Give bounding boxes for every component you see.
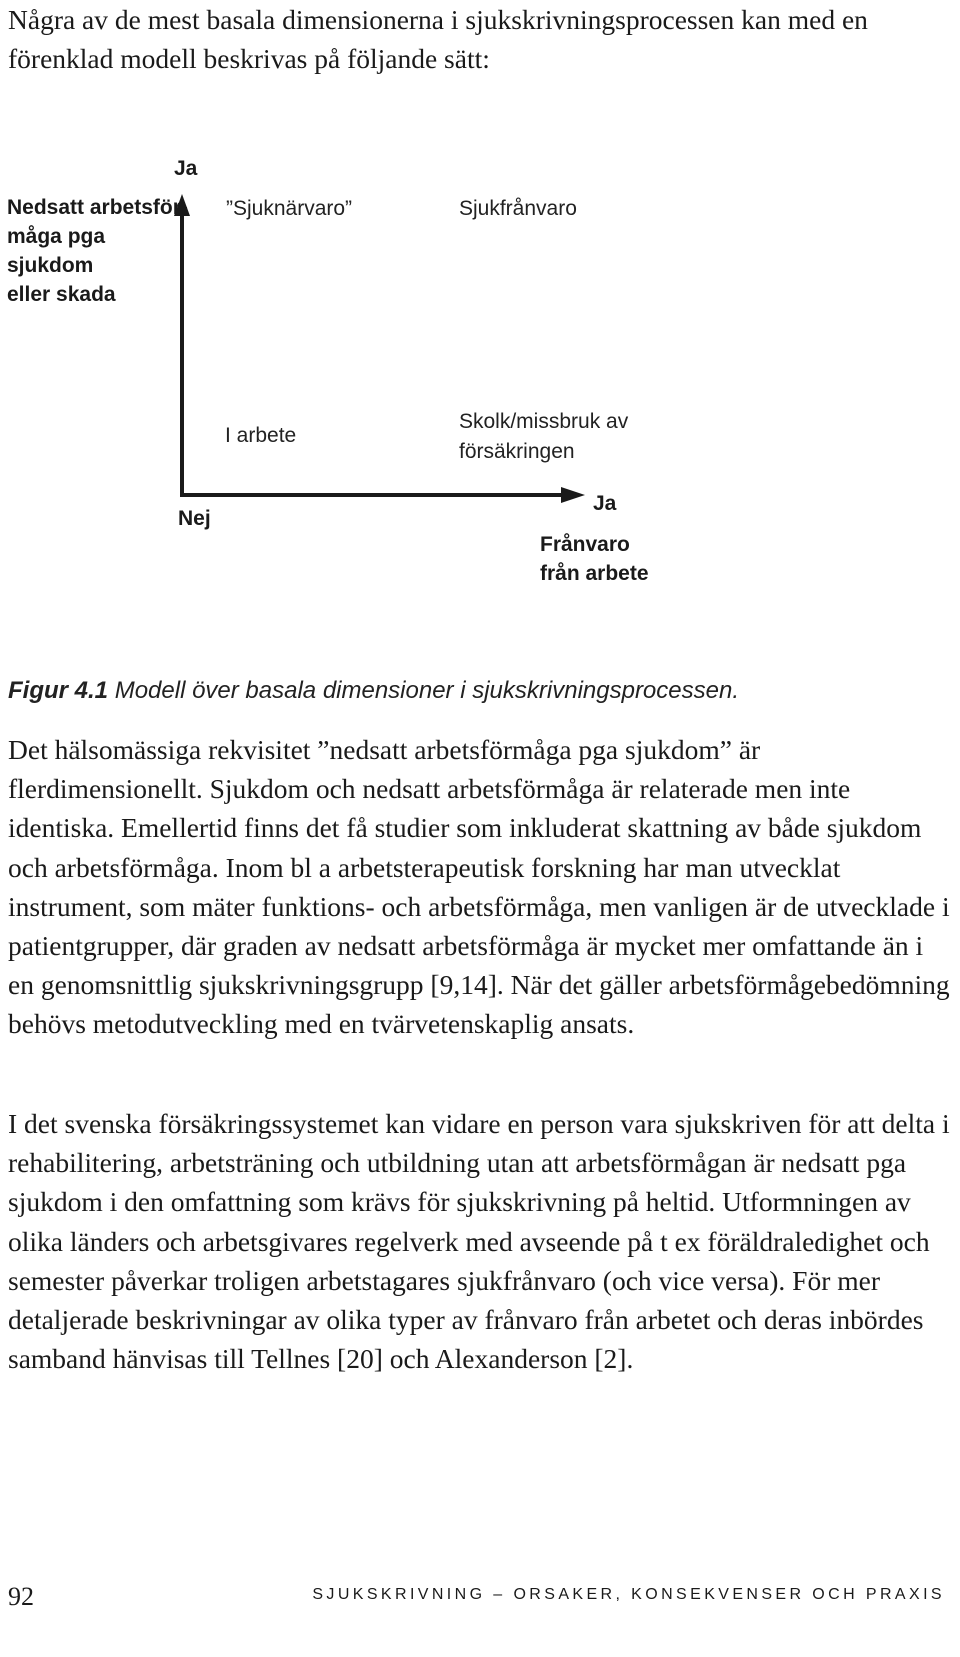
- x-axis-arrowhead: [561, 487, 585, 503]
- quadrant-bottom-left: I arbete: [225, 424, 297, 447]
- figure-caption-text: Modell över basala dimensioner i sjukskrivningsprocessen.: [108, 677, 739, 704]
- body-paragraph-2: I det svenska försäkringssystemet kan vidare en person vara sjukskriven för att delta i rehabilitering, arbetsträning och utbildning utan att arbetsförmågan är nedsatt pga sjukdom i den omfattning som krävs för sjukskrivning på heltid. Utformningen av olika länders och arbetsgivares regelverk med avseende på t ex föräldraledighet och semester påverkar troligen arbetstagares sjukfrånvaro (och vice versa). För mer detaljerade beskrivningar av olika typer av frånvaro från arbetet och deras inbördes samband hänvisas till Tellnes [20] och Alexanderson [2].: [8, 1108, 950, 1375]
- model-figure: [0, 150, 960, 630]
- quadrant-top-right: Sjukfrånvaro: [459, 197, 577, 220]
- intro-paragraph: Några av de mest basala dimensionerna i sjukskrivningsprocessen kan med en förenklad modell beskrivas på följande sätt:: [8, 4, 868, 74]
- quadrant-top-left: ”Sjuknärvaro”: [226, 197, 353, 220]
- x-axis-title: Frånvaro från arbete: [540, 533, 649, 585]
- page-number: 92: [8, 1582, 34, 1611]
- figure-caption-number: Figur 4.1: [8, 677, 109, 704]
- running-title: SJUKSKRIVNING – ORSAKER, KONSEKVENSER OCH PRAXIS: [312, 1586, 945, 1603]
- page-footer: [0, 1582, 960, 1622]
- x-axis-end-label: Ja: [593, 492, 617, 515]
- y-axis-title: Nedsatt arbetsför- måga pga sjukdom eller skada: [7, 196, 188, 306]
- y-axis-top-label: Ja: [174, 157, 198, 180]
- figure-caption: [8, 677, 739, 705]
- body-paragraph-1: Det hälsomässiga rekvisitet ”nedsatt arbetsförmåga pga sjukdom” är flerdimensionellt. Sjukdom och nedsatt arbetsförmåga är relaterade men inte identiska. Emellertid finns det få studier som inkluderat skattning av både sjukdom och arbetsförmåga. Inom bl a arbetsterapeutisk forskning har man utvecklat instrument, som mäter funktions- och arbetsförmåga, men vanligen är de utvecklade i patientgrupper, där graden av nedsatt arbetsförmåga är mycket mer omfattande än i en genomsnittlig sjukskrivningsgrupp [9,14]. När det gäller arbetsförmågebedömning behövs metodutveckling med en tvärvetenskaplig ansats.: [8, 734, 950, 1040]
- x-axis-origin-label: Nej: [178, 507, 211, 530]
- quadrant-bottom-right: Skolk/missbruk av försäkringen: [459, 410, 629, 463]
